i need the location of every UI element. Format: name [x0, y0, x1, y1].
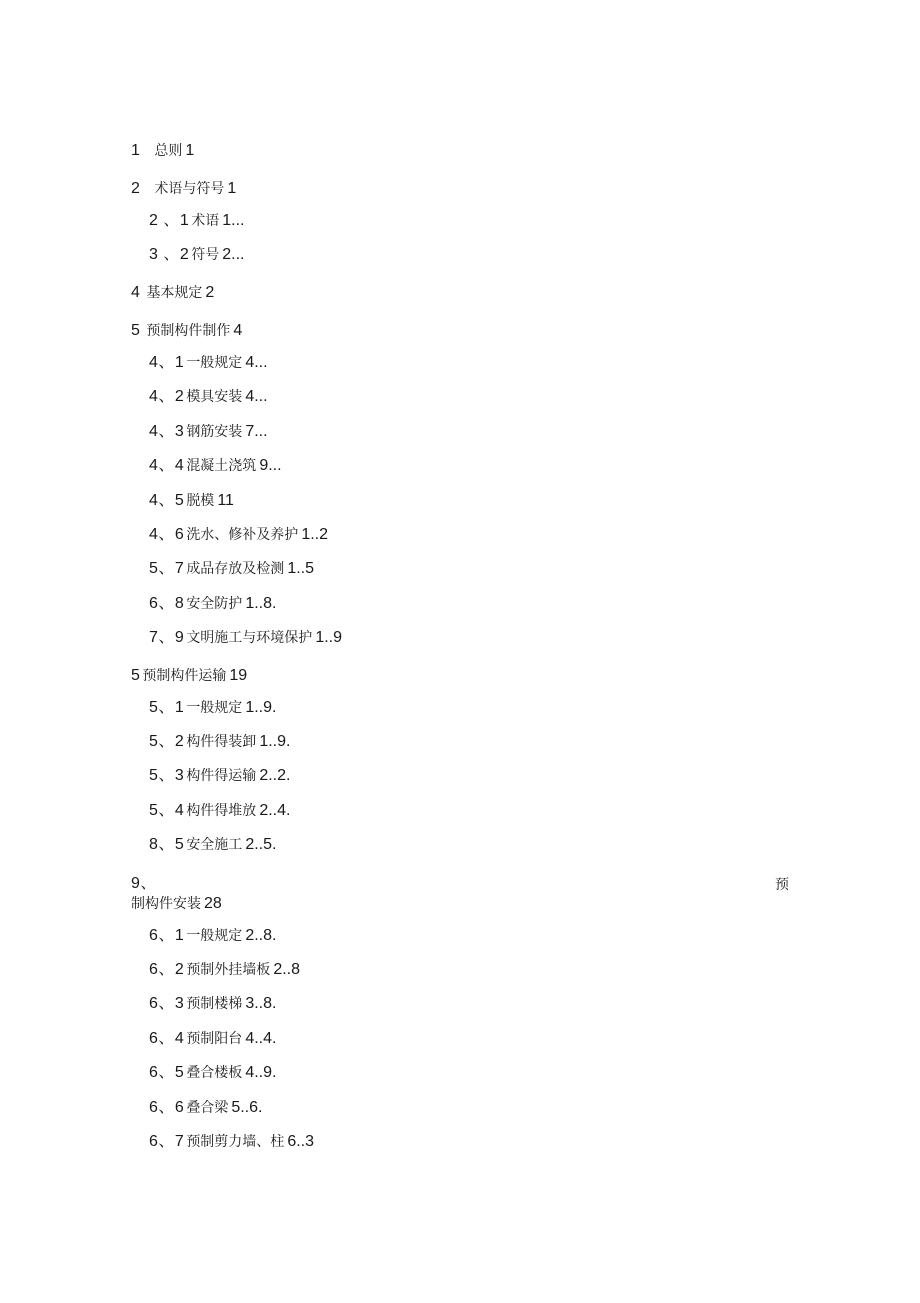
toc-number: 6、1 — [149, 927, 185, 944]
toc-title: 预制楼梯 — [186, 996, 243, 1012]
toc-entry — [149, 731, 290, 752]
toc-number: 6、3 — [149, 995, 185, 1012]
toc-number: 8、5 — [149, 836, 185, 853]
toc-title: 脱模 — [186, 493, 215, 509]
toc-title: 基本规定 — [146, 285, 203, 301]
toc-page: 2..5. — [245, 836, 277, 853]
toc-entry — [149, 1028, 276, 1049]
toc-entry — [131, 178, 236, 199]
toc-title: 制构件安装 — [131, 896, 201, 912]
toc-entry — [131, 282, 214, 303]
toc-entry — [149, 765, 290, 786]
toc-page: 19 — [229, 667, 248, 684]
toc-number: 6、2 — [149, 961, 185, 978]
toc-page: 1..9. — [259, 733, 291, 750]
toc-entry — [149, 1131, 314, 1152]
toc-title: 预制阳台 — [186, 1031, 243, 1047]
toc-entry — [149, 993, 276, 1014]
toc-wrap-fragment: 预 — [775, 877, 789, 893]
toc-title: 成品存放及检测 — [186, 561, 285, 577]
toc-title: 术语与符号 — [154, 181, 225, 197]
toc-number: 5 — [131, 667, 141, 684]
toc-title: 预制剪力墙、柱 — [186, 1134, 285, 1150]
toc-entry — [149, 455, 282, 476]
toc-page: 11 — [217, 492, 234, 509]
toc-title: 构件得装卸 — [186, 734, 257, 750]
toc-title: 构件得堆放 — [186, 803, 257, 819]
toc-title: 术语 — [191, 213, 220, 229]
toc-entry — [149, 524, 328, 545]
toc-title: 预制构件运输 — [142, 668, 227, 684]
toc-number: 4、2 — [149, 388, 185, 405]
toc-page: 7... — [245, 423, 268, 440]
toc-entry — [149, 421, 268, 442]
toc-title: 钢筋安装 — [186, 424, 243, 440]
toc-title: 构件得运输 — [186, 768, 257, 784]
toc-number: 4、6 — [149, 526, 185, 543]
toc-number: 5、3 — [149, 767, 185, 784]
toc-number: 4、3 — [149, 423, 185, 440]
toc-title: 预制构件制作 — [146, 323, 231, 339]
toc-entry — [149, 386, 268, 407]
toc-page: 2..8 — [273, 961, 300, 978]
toc-entry — [149, 959, 300, 980]
toc-page: 2... — [222, 246, 245, 263]
toc-page: 4 — [233, 322, 243, 339]
toc-number: 6、5 — [149, 1064, 185, 1081]
toc-page: 5..6. — [231, 1099, 263, 1116]
toc-number: 4、1 — [149, 354, 185, 371]
toc-entry — [149, 244, 244, 265]
toc-number: 1 — [131, 142, 141, 159]
toc-page: 9... — [259, 457, 282, 474]
toc-page: 2..2. — [259, 767, 291, 784]
toc-entry — [149, 593, 276, 614]
toc-title: 一般规定 — [186, 928, 243, 944]
toc-number: 6、8 — [149, 595, 185, 612]
toc-entry — [149, 627, 342, 648]
toc-number: 3 、2 — [149, 246, 190, 263]
toc-page: 4..4. — [245, 1030, 277, 1047]
toc-entry — [149, 800, 290, 821]
toc-entry — [131, 320, 242, 341]
toc-title: 总则 — [154, 143, 183, 159]
toc-number: 2 — [131, 180, 141, 197]
toc-number: 9、 — [131, 875, 157, 892]
toc-entry-continuation — [131, 893, 222, 914]
toc-entry — [149, 834, 276, 855]
toc-entry — [149, 1062, 276, 1083]
toc-page: 1..9 — [315, 629, 342, 646]
toc-number: 6、7 — [149, 1133, 185, 1150]
toc-page: 2..4. — [259, 802, 291, 819]
toc-entry-wrapped — [131, 873, 157, 894]
toc-page: 1 — [185, 142, 195, 159]
toc-page: 4... — [245, 354, 268, 371]
toc-title: 预制外挂墙板 — [186, 962, 271, 978]
toc-entry — [149, 1097, 262, 1118]
toc-page: 2 — [205, 284, 215, 301]
toc-title: 混凝土浇筑 — [186, 458, 257, 474]
toc-title: 安全防护 — [186, 596, 243, 612]
toc-title: 模具安装 — [186, 389, 243, 405]
toc-page: 6..3 — [287, 1133, 314, 1150]
toc-number: 5、1 — [149, 699, 185, 716]
toc-page: 1 — [227, 180, 237, 197]
toc-entry — [149, 697, 276, 718]
toc-title: 安全施工 — [186, 837, 243, 853]
toc-number: 2 、1 — [149, 212, 190, 229]
toc-entry — [149, 352, 268, 373]
toc-title: 符号 — [191, 247, 220, 263]
toc-title: 叠合梁 — [186, 1100, 229, 1116]
toc-page: 1..5 — [287, 560, 314, 577]
toc-entry — [149, 925, 276, 946]
toc-page: 4... — [245, 388, 268, 405]
toc-number: 6、6 — [149, 1099, 185, 1116]
toc-number: 5、7 — [149, 560, 185, 577]
toc-page: 2..8. — [245, 927, 277, 944]
toc-number: 5、4 — [149, 802, 185, 819]
toc-entry — [149, 210, 244, 231]
toc-number: 4、5 — [149, 492, 185, 509]
toc-entry — [131, 140, 194, 161]
toc-title: 文明施工与环境保护 — [186, 630, 313, 646]
toc-page: 1..9. — [245, 699, 277, 716]
toc-number: 6、4 — [149, 1030, 185, 1047]
toc-entry — [131, 665, 247, 686]
toc-title: 叠合楼板 — [186, 1065, 243, 1081]
toc-entry — [149, 490, 234, 511]
toc-page: 4..9. — [245, 1064, 277, 1081]
toc-number: 7、9 — [149, 629, 185, 646]
toc-title: 一般规定 — [186, 700, 243, 716]
toc-page: 1... — [222, 212, 245, 229]
toc-page: 1..2 — [301, 526, 328, 543]
toc-entry — [149, 558, 314, 579]
toc-page: 1..8. — [245, 595, 277, 612]
toc-title: 一般规定 — [186, 355, 243, 371]
toc-page: 3..8. — [245, 995, 277, 1012]
toc-number: 5 — [131, 322, 141, 339]
toc-title: 洗水、修补及养护 — [186, 527, 299, 543]
toc-number: 4、4 — [149, 457, 185, 474]
toc-number: 5、2 — [149, 733, 185, 750]
toc-page: 28 — [204, 895, 222, 912]
toc-number: 4 — [131, 284, 141, 301]
